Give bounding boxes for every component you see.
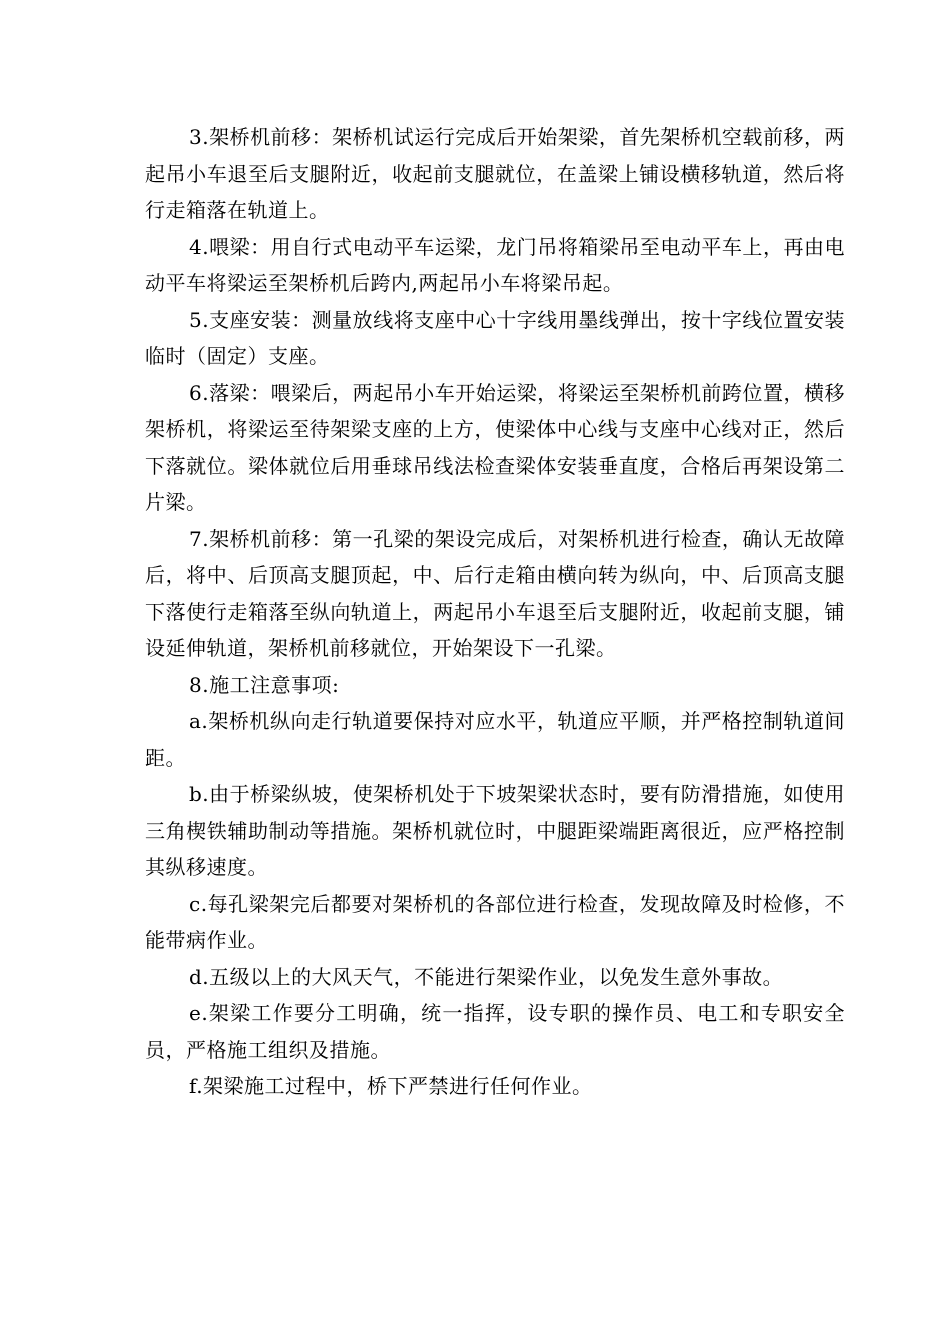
document-body <box>145 119 845 1105</box>
paragraph-step-3-bridge-erector-advance: 3.架桥机前移：架桥机试运行完成后开始架梁，首先架桥机空载前移，两起吊小车退至后支腿附近，收起前支腿就位，在盖梁上铺设横移轨道，然后将行走箱落在轨道上。 <box>145 125 845 222</box>
paragraph-note-b: b.由于桥梁纵坡，使架桥机处于下坡架梁状态时，要有防滑措施，如使用三角楔铁辅助制动等措施。架桥机就位时，中腿距梁端距离很近，应严格控制其纵移速度。 <box>145 782 845 879</box>
paragraph-note-c: c.每孔梁架完后都要对架桥机的各部位进行检查，发现故障及时检修，不能带病作业。 <box>145 891 845 952</box>
paragraph-step-7-bridge-erector-advance: 7.架桥机前移：第一孔梁的架设完成后，对架桥机进行检查，确认无故障后，将中、后顶高支腿顶起，中、后行走箱由横向转为纵向，中、后顶高支腿下落使行走箱落至纵向轨道上，两起吊小车退至后支腿附近，收起前支腿，铺设延伸轨道，架桥机前移就位，开始架设下一孔梁。 <box>145 526 845 660</box>
paragraph-note-e: e.架梁工作要分工明确，统一指挥，设专职的操作员、电工和专职安全员，严格施工组织及措施。 <box>145 1001 845 1062</box>
paragraph-note-f: f.架梁施工过程中，桥下严禁进行任何作业。 <box>189 1074 593 1098</box>
paragraph-note-a: a.架桥机纵向走行轨道要保持对应水平，轨道应平顺，并严格控制轨道间距。 <box>145 709 845 770</box>
paragraph-step-5-bearing-installation: 5.支座安装：测量放线将支座中心十字线用墨线弹出，按十字线位置安装临时（固定）支座。 <box>145 307 845 368</box>
paragraph-note-d: d.五级以上的大风天气，不能进行架梁作业，以免发生意外事故。 <box>189 964 784 989</box>
paragraph-step-8-construction-notes: 8.施工注意事项: <box>189 672 340 697</box>
paragraph-step-4-feeding-beam: 4.喂梁：用自行式电动平车运梁，龙门吊将箱梁吊至电动平车上，再由电动平车将梁运至架桥机后跨内,两起吊小车将梁吊起。 <box>145 234 845 295</box>
paragraph-step-6-lowering-beam: 6.落梁：喂梁后，两起吊小车开始运梁，将梁运至架桥机前跨位置，横移架桥机，将梁运至待架梁支座的上方，使梁体中心线与支座中心线对正，然后下落就位。梁体就位后用垂球吊线法检查梁体安装垂直度，合格后再架设第二片梁。 <box>145 380 845 514</box>
